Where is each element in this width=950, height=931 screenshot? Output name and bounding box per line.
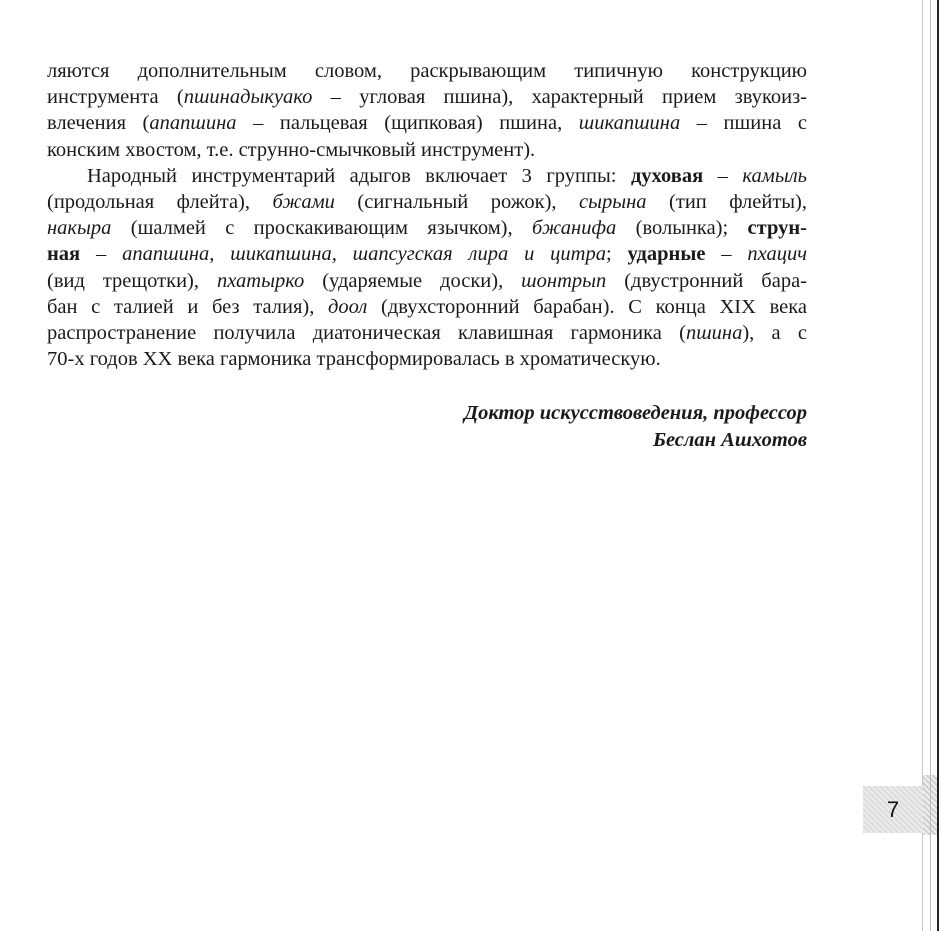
italic-term: сырына — [579, 190, 647, 213]
text-segment: – — [703, 164, 743, 187]
italic-term: пшина — [685, 321, 743, 344]
italic-term: шонтрып — [521, 269, 607, 292]
bold-term: духовая — [630, 164, 704, 187]
text-line — [47, 58, 807, 84]
italic-term: накыра — [47, 217, 112, 240]
text-line — [47, 110, 807, 136]
text-segment: (продольная флейта), — [47, 190, 273, 213]
text-segment: – угловая пшина), характерный прием звукоиз- — [312, 86, 808, 109]
italic-term: бжанифа — [531, 217, 617, 240]
text-segment: (ударяемые доски), — [304, 269, 522, 292]
text-segment: Народный инструментарий адыгов включает 3 группы: — [87, 164, 631, 187]
text-segment: конским хвостом, т.е. струнно-смычковый инструмент). — [47, 138, 536, 161]
page-edge-line — [937, 0, 939, 931]
page-edge-line — [930, 0, 931, 931]
text-line — [47, 137, 807, 163]
italic-term: бжами — [272, 190, 335, 213]
italic-term: пхацич — [747, 243, 808, 266]
text-segment: 70-х годов XX века гармоника трансформировалась в хроматическую. — [47, 348, 661, 371]
text-segment: (вид трещотки), — [47, 269, 217, 292]
italic-term: пхатырко — [216, 269, 305, 292]
text-line — [47, 163, 807, 189]
text-segment: ; — [605, 243, 628, 266]
bold-term: ударные — [627, 243, 706, 266]
text-line — [47, 346, 807, 372]
text-segment: ляются дополнительным словом, раскрывающим типичную конструкцию — [47, 60, 807, 82]
text-line — [47, 294, 807, 320]
bold-term: струн- — [747, 217, 807, 240]
text-line — [47, 215, 807, 241]
text-segment: бан с талией и без талия), — [47, 295, 329, 318]
body-text — [47, 58, 807, 372]
text-segment: распространение получила диатоническая клавишная гармоника ( — [47, 321, 686, 344]
italic-term: камыль — [742, 164, 807, 187]
bold-term: ная — [47, 243, 81, 266]
text-segment: инструмента ( — [47, 86, 184, 109]
italic-term: шикапшина — [578, 112, 681, 135]
italic-term: апапшина, шикапшина, шапсугская лира и цитра — [122, 243, 606, 266]
text-segment: – пальцевая (щипковая) пшина, — [236, 112, 579, 135]
text-segment: – пшина с — [680, 112, 807, 135]
text-segment: (двустронний бара- — [606, 269, 808, 292]
signature — [464, 400, 807, 454]
author-title: Доктор искусствоведения, профессор — [464, 402, 807, 424]
text-line — [47, 189, 807, 215]
text-segment: (волынка); — [616, 217, 748, 240]
italic-term: апапшина — [149, 112, 237, 135]
text-line — [47, 241, 807, 267]
text-segment: (сигнальный рожок), — [334, 190, 580, 213]
text-segment: влечения ( — [47, 112, 150, 135]
text-segment: – — [705, 243, 748, 266]
author-name: Беслан Ашхотов — [652, 429, 807, 451]
text-segment: (шалмей с проскакивающим язычком), — [111, 217, 532, 240]
text-line — [47, 84, 807, 110]
text-segment: (двухсторонний барабан). С конца XIX века — [367, 295, 807, 318]
page-number: 7 — [863, 786, 923, 833]
text-segment: ), а с — [742, 321, 807, 344]
text-segment: (тип флейты), — [646, 190, 808, 213]
text-segment: – — [80, 243, 123, 266]
italic-term: пшинадыкуако — [183, 86, 313, 109]
text-line — [47, 268, 807, 294]
italic-term: доол — [328, 295, 368, 318]
text-line — [47, 320, 807, 346]
